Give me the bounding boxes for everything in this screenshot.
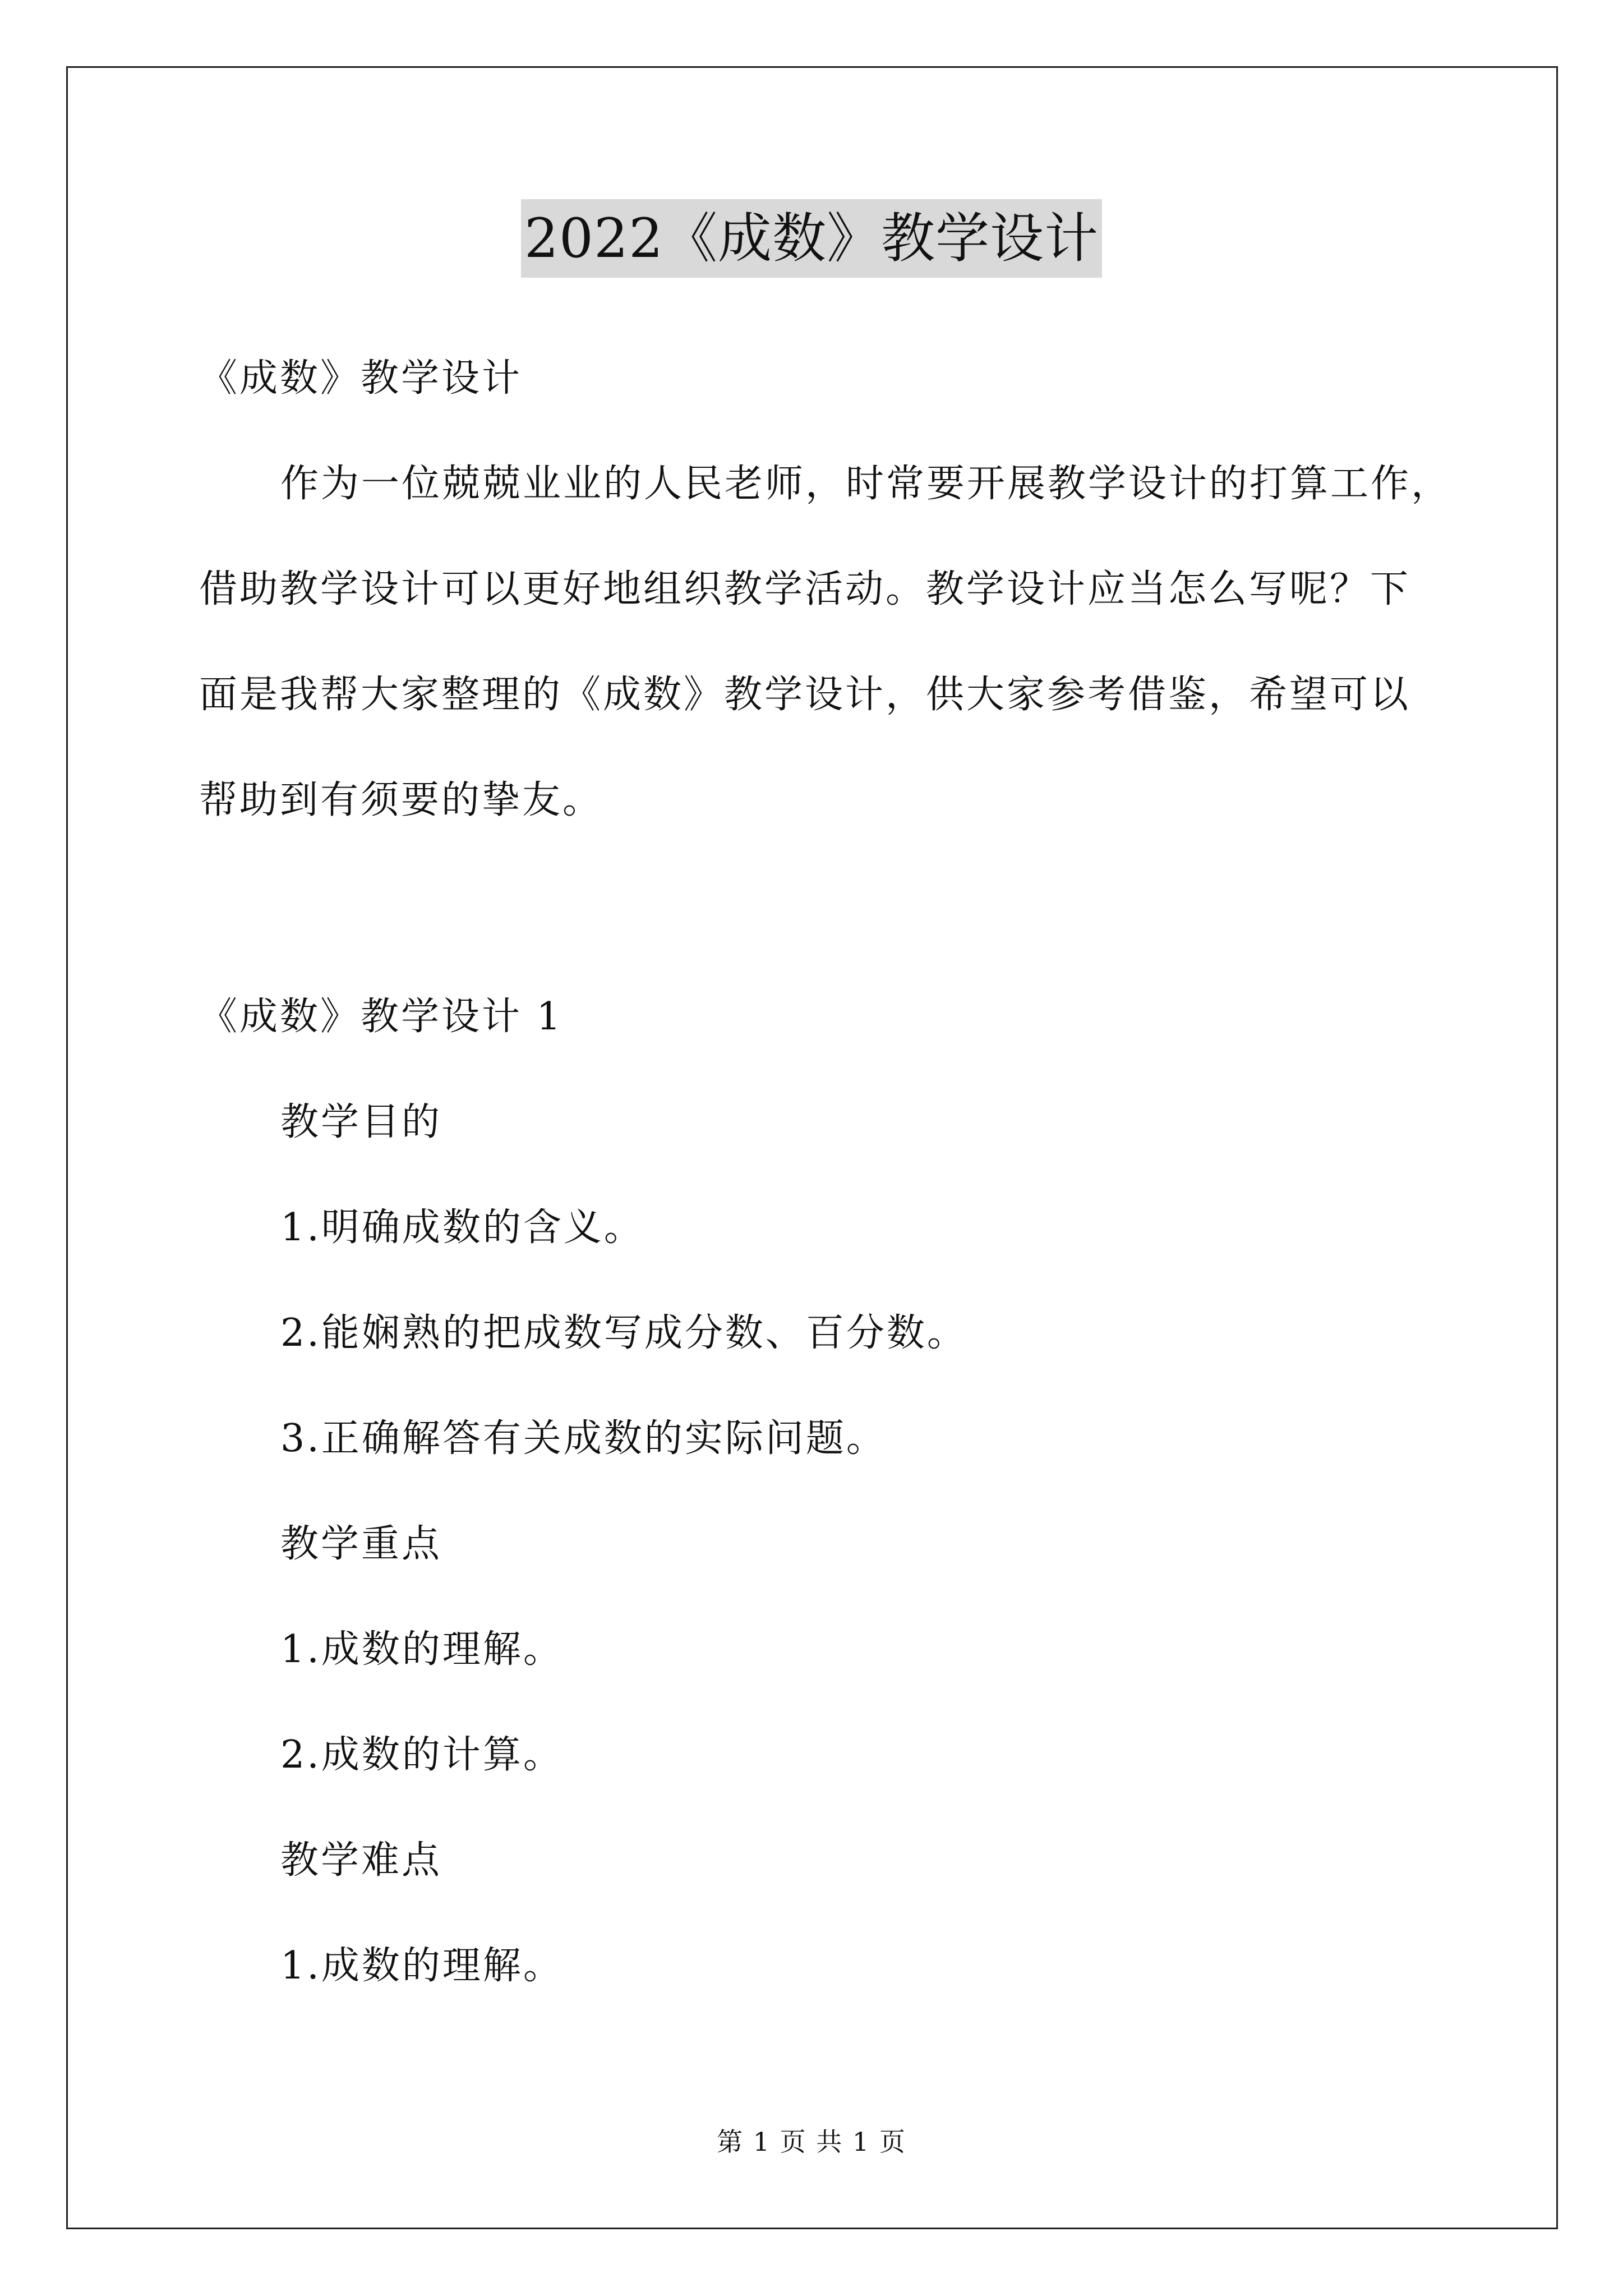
key-point-item: 1.成数的理解。 — [280, 1627, 564, 1672]
title-container — [0, 199, 1623, 278]
difficulties-heading: 教学难点 — [280, 1838, 442, 1883]
difficulty-item: 1.成数的理解。 — [280, 1944, 564, 1988]
section-title: 《成数》教学设计 1 — [199, 995, 563, 1039]
key-points-heading: 教学重点 — [280, 1522, 442, 1566]
objective-item: 3.正确解答有关成数的实际问题。 — [280, 1416, 887, 1461]
key-point-item: 2.成数的计算。 — [280, 1733, 564, 1777]
objective-item: 2.能娴熟的把成数写成分数、百分数。 — [280, 1311, 967, 1355]
page-footer: 第 1 页 共 1 页 — [717, 2127, 906, 2157]
intro-line-2: 借助教学设计可以更好地组织教学活动。教学设计应当怎么写呢？下 — [199, 567, 1411, 611]
intro-line-1: 作为一位兢兢业业的人民老师，时常要开展教学设计的打算工作， — [280, 462, 1452, 506]
subtitle: 《成数》教学设计 — [199, 356, 523, 401]
intro-line-4: 帮助到有须要的挚友。 — [199, 778, 603, 822]
document-title: 2022《成数》教学设计 — [521, 199, 1102, 278]
objectives-heading: 教学目的 — [280, 1100, 442, 1144]
objective-item: 1.明确成数的含义。 — [280, 1205, 644, 1250]
intro-line-3: 面是我帮大家整理的《成数》教学设计，供大家参考借鉴，希望可以 — [199, 673, 1411, 717]
